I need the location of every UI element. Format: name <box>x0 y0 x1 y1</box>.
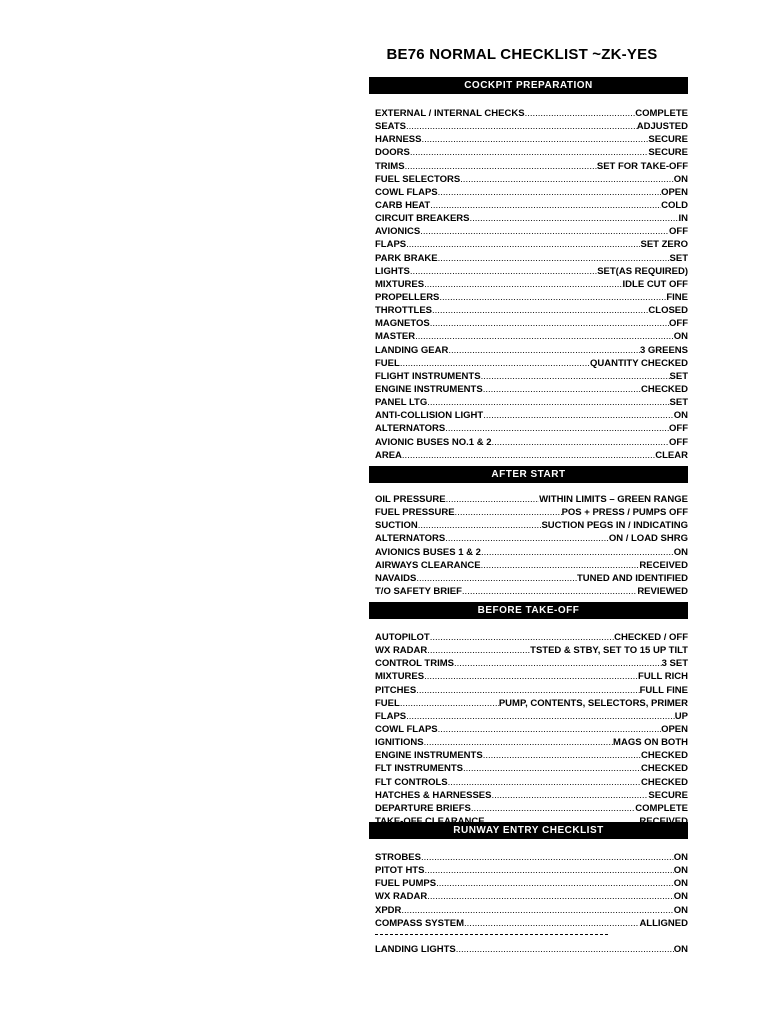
checklist-item <box>375 146 688 159</box>
leader-dots <box>424 864 673 877</box>
leader-dots <box>436 877 674 890</box>
checklist-item <box>375 532 688 545</box>
leader-dots <box>427 644 530 657</box>
item-label: FUEL PRESSURE <box>375 507 455 519</box>
item-value: SECURE <box>648 789 688 801</box>
leader-dots <box>410 265 597 278</box>
item-label: PROPELLERS <box>375 291 440 303</box>
item-value: FINE <box>666 291 688 303</box>
leader-dots <box>463 762 641 775</box>
item-value: ON <box>673 943 688 955</box>
item-value: OFF <box>669 318 688 330</box>
divider <box>375 934 608 943</box>
leader-dots <box>427 396 669 409</box>
leader-dots <box>418 519 542 532</box>
section-header-before-take-off: BEFORE TAKE-OFF <box>369 602 688 619</box>
item-value: IN <box>678 213 688 225</box>
leader-dots <box>416 684 639 697</box>
leader-dots <box>438 723 661 736</box>
checklist-item <box>375 776 688 789</box>
leader-dots <box>454 657 662 670</box>
checklist-item <box>375 644 688 657</box>
leader-dots <box>430 199 661 212</box>
item-label: FLIGHT INSTRUMENTS <box>375 370 481 382</box>
checklist-item <box>375 199 688 212</box>
checklist-item <box>375 519 688 532</box>
leader-dots <box>406 238 640 251</box>
checklist-item <box>375 670 688 683</box>
item-value: OPEN <box>661 186 688 198</box>
item-label: ALTERNATORS <box>375 533 446 545</box>
checklist-item <box>375 904 688 917</box>
item-value: ON <box>673 865 688 877</box>
item-label: CIRCUIT BREAKERS <box>375 213 470 225</box>
leader-dots <box>462 585 637 598</box>
item-value: COLD <box>661 199 688 211</box>
item-value: ON <box>673 891 688 903</box>
item-label: WX RADAR <box>375 891 428 903</box>
item-value: COMPLETE <box>635 108 688 119</box>
item-value: ON / LOAD SHRG <box>608 533 688 545</box>
leader-dots <box>424 736 613 749</box>
checklist-item <box>375 252 688 265</box>
item-label: NAVAIDS <box>375 572 417 584</box>
item-label: XPDR <box>375 904 402 916</box>
checklist-item <box>375 631 688 644</box>
leader-dots <box>525 107 636 120</box>
item-value: POS + PRESS / PUMPS OFF <box>561 507 688 519</box>
item-label: WX RADAR <box>375 645 428 657</box>
checklist-item <box>375 291 688 304</box>
item-label: PARK BRAKE <box>375 252 438 264</box>
leader-dots <box>483 409 674 422</box>
item-value: SET(AS REQUIRED) <box>597 265 688 277</box>
item-value: IDLE CUT OFF <box>622 278 688 290</box>
item-value: PUMP, CONTENTS, SELECTORS, PRIMER <box>498 697 688 709</box>
checklist-item <box>375 238 688 251</box>
section-list-after-start <box>375 493 688 598</box>
item-label: T/O SAFETY BRIEF <box>375 585 462 597</box>
leader-dots <box>483 749 641 762</box>
leader-dots <box>492 436 670 449</box>
leader-dots <box>460 173 674 186</box>
item-value: ON <box>673 904 688 916</box>
item-value: TSTED & STBY, SET TO 15 UP TILT <box>530 645 688 657</box>
item-value: FULL FINE <box>639 684 688 696</box>
item-label: AUTOPILOT <box>375 632 430 643</box>
leader-dots <box>448 344 640 357</box>
item-value: ADJUSTED <box>636 121 688 133</box>
leader-dots <box>483 383 641 396</box>
item-label: HATCHES & HARNESSES <box>375 789 492 801</box>
checklist-item <box>375 357 688 370</box>
leader-dots <box>424 278 622 291</box>
leader-dots <box>415 330 674 343</box>
item-label: PITCHES <box>375 684 417 696</box>
item-label: OIL PRESSURE <box>375 494 446 505</box>
checklist-item <box>375 585 688 598</box>
item-value: OFF <box>669 423 688 435</box>
checklist-item <box>375 864 688 877</box>
item-value: SECURE <box>648 147 688 159</box>
checklist-item <box>375 762 688 775</box>
leader-dots <box>445 422 669 435</box>
item-label: AVIONIC BUSES NO.1 & 2 <box>375 436 492 448</box>
item-value: SET <box>669 370 688 382</box>
leader-dots <box>427 890 674 903</box>
item-label: FUEL SELECTORS <box>375 173 461 185</box>
item-label: THROTTLES <box>375 305 432 317</box>
item-value: SET ZERO <box>640 239 688 251</box>
leader-dots <box>491 789 648 802</box>
checklist-item <box>375 396 688 409</box>
item-value: ON <box>673 878 688 890</box>
item-label: DEPARTURE BRIEFS <box>375 802 471 814</box>
item-value: 3 GREENS <box>639 344 688 356</box>
item-value: ON <box>673 173 688 185</box>
item-label: ENGINE INSTRUMENTS <box>375 750 483 762</box>
leader-dots <box>456 943 674 956</box>
checklist-item <box>375 436 688 449</box>
item-value: ON <box>673 852 688 863</box>
item-label: FUEL <box>375 697 400 709</box>
item-value: TUNED AND IDENTIFIED <box>576 572 688 584</box>
leader-dots <box>481 546 674 559</box>
item-label: IGNITIONS <box>375 737 424 749</box>
item-value: OFF <box>669 436 688 448</box>
checklist-item <box>375 225 688 238</box>
item-label: LANDING LIGHTS <box>375 943 456 955</box>
checklist-item <box>375 890 688 903</box>
item-label: HARNESS <box>375 134 422 146</box>
leader-dots <box>432 304 648 317</box>
item-value: ON <box>673 546 688 558</box>
item-label: COMPASS SYSTEM <box>375 917 465 929</box>
item-label: AREA <box>375 449 402 461</box>
item-label: ANTI-COLLISION LIGHT <box>375 410 484 422</box>
leader-dots <box>481 559 640 572</box>
leader-dots <box>445 532 609 545</box>
item-label: FUEL <box>375 357 400 369</box>
item-label: STROBES <box>375 852 421 863</box>
checklist-item <box>375 697 688 710</box>
item-value: RECEIVED <box>639 559 688 571</box>
item-label: ALTERNATORS <box>375 423 446 435</box>
item-value: CHECKED / OFF <box>614 632 688 643</box>
item-label: CARB HEAT <box>375 199 431 211</box>
checklist-item <box>375 422 688 435</box>
checklist-item <box>375 265 688 278</box>
item-value: 3 SET <box>661 658 688 670</box>
checklist-item <box>375 493 688 506</box>
item-value: ALLIGNED <box>639 917 688 929</box>
item-value: CHECKED <box>641 750 688 762</box>
item-value: SET <box>669 252 688 264</box>
item-label: ENGINE INSTRUMENTS <box>375 383 483 395</box>
item-label: MIXTURES <box>375 278 425 290</box>
item-value: FULL RICH <box>638 671 688 683</box>
item-value: UP <box>674 710 688 722</box>
item-label: SEATS <box>375 121 406 133</box>
leader-dots <box>421 133 648 146</box>
checklist-item <box>375 749 688 762</box>
checklist-item <box>375 304 688 317</box>
item-value: MAGS ON BOTH <box>613 737 688 749</box>
item-label: LANDING GEAR <box>375 344 449 356</box>
leader-dots <box>455 506 562 519</box>
checklist-item <box>375 449 688 462</box>
leader-dots <box>420 225 669 238</box>
item-label: TRIMS <box>375 160 405 172</box>
checklist-item <box>375 278 688 291</box>
checklist-item <box>375 736 688 749</box>
checklist-item <box>375 506 688 519</box>
leader-dots <box>430 631 614 644</box>
item-value: COMPLETE <box>635 802 688 814</box>
item-label: CONTROL TRIMS <box>375 658 454 670</box>
leader-dots <box>439 291 666 304</box>
item-label: MAGNETOS <box>375 318 430 330</box>
item-label: SUCTION <box>375 520 418 532</box>
checklist-item <box>375 851 688 864</box>
checklist-item <box>375 657 688 670</box>
item-label: EXTERNAL / INTERNAL CHECKS <box>375 108 525 119</box>
checklist-item <box>375 409 688 422</box>
item-value: QUANTITY CHECKED <box>590 357 688 369</box>
checklist-item <box>375 107 688 120</box>
item-value: OFF <box>669 226 688 238</box>
checklist-item <box>375 723 688 736</box>
item-label: COWL FLAPS <box>375 186 438 198</box>
checklist-item <box>375 344 688 357</box>
item-value: WITHIN LIMITS – GREEN RANGE <box>539 494 688 505</box>
item-label: AIRWAYS CLEARANCE <box>375 559 481 571</box>
item-value: ON <box>673 331 688 343</box>
section-list-runway-entry <box>375 851 688 956</box>
item-label: FLAPS <box>375 710 407 722</box>
item-label: LIGHTS <box>375 265 410 277</box>
item-label: AVIONICS <box>375 226 421 238</box>
checklist-item <box>375 943 688 956</box>
checklist-item <box>375 160 688 173</box>
item-value: REVIEWED <box>637 585 688 597</box>
checklist-item <box>375 370 688 383</box>
item-value: SET <box>669 397 688 409</box>
leader-dots <box>400 357 590 370</box>
page-title: BE76 NORMAL CHECKLIST ~ZK-YES <box>386 46 658 63</box>
leader-dots <box>424 670 638 683</box>
leader-dots <box>401 904 673 917</box>
checklist-item <box>375 330 688 343</box>
item-label: FLAPS <box>375 239 407 251</box>
checklist-item <box>375 684 688 697</box>
checklist-item <box>375 317 688 330</box>
item-label: FLT CONTROLS <box>375 776 448 788</box>
section-header-runway-entry: RUNWAY ENTRY CHECKLIST <box>369 822 688 839</box>
leader-dots <box>406 120 637 133</box>
item-value: OPEN <box>661 723 688 735</box>
checklist-item <box>375 917 688 930</box>
checklist-item <box>375 789 688 802</box>
section-list-before-take-off <box>375 631 688 828</box>
item-value: ON <box>673 410 688 422</box>
checklist-item <box>375 383 688 396</box>
leader-dots <box>430 317 669 330</box>
leader-dots <box>406 710 675 723</box>
item-label: COWL FLAPS <box>375 723 438 735</box>
leader-dots <box>410 146 649 159</box>
item-value: SET FOR TAKE-OFF <box>596 160 688 172</box>
item-label: FLT INSTRUMENTS <box>375 763 463 775</box>
item-value: CHECKED <box>641 383 688 395</box>
leader-dots <box>446 493 540 506</box>
checklist-item <box>375 120 688 133</box>
leader-dots <box>438 252 670 265</box>
checklist-item <box>375 710 688 723</box>
leader-dots <box>471 802 635 815</box>
item-value: SUCTION PEGS IN / INDICATING <box>541 520 688 532</box>
checklist-item <box>375 802 688 815</box>
leader-dots <box>405 160 597 173</box>
item-label: AVIONICS BUSES 1 & 2 <box>375 546 481 558</box>
item-label: PITOT HTS <box>375 865 425 877</box>
item-value: CHECKED <box>641 776 688 788</box>
leader-dots <box>438 186 661 199</box>
section-header-after-start: AFTER START <box>369 466 688 483</box>
checklist-item <box>375 546 688 559</box>
checklist-item <box>375 559 688 572</box>
item-label: FUEL PUMPS <box>375 878 437 890</box>
leader-dots <box>464 917 639 930</box>
leader-dots <box>481 370 670 383</box>
section-header-cockpit-preparation: COCKPIT PREPARATION <box>369 77 688 94</box>
item-value: SECURE <box>648 134 688 146</box>
item-value: CLEAR <box>655 449 688 461</box>
leader-dots <box>421 851 674 864</box>
leader-dots <box>469 212 678 225</box>
section-list-cockpit-preparation <box>375 107 688 462</box>
checklist-item <box>375 212 688 225</box>
checklist-item <box>375 877 688 890</box>
leader-dots <box>416 572 577 585</box>
checklist-item <box>375 572 688 585</box>
checklist-item <box>375 173 688 186</box>
item-label: MASTER <box>375 331 416 343</box>
checklist-item <box>375 133 688 146</box>
leader-dots <box>448 776 641 789</box>
leader-dots <box>400 697 499 710</box>
checklist-item <box>375 186 688 199</box>
leader-dots <box>402 449 655 462</box>
item-label: PANEL LTG <box>375 397 428 409</box>
item-label: MIXTURES <box>375 671 425 683</box>
item-value: CLOSED <box>648 305 688 317</box>
item-label: DOORS <box>375 147 410 159</box>
item-value: CHECKED <box>641 763 688 775</box>
